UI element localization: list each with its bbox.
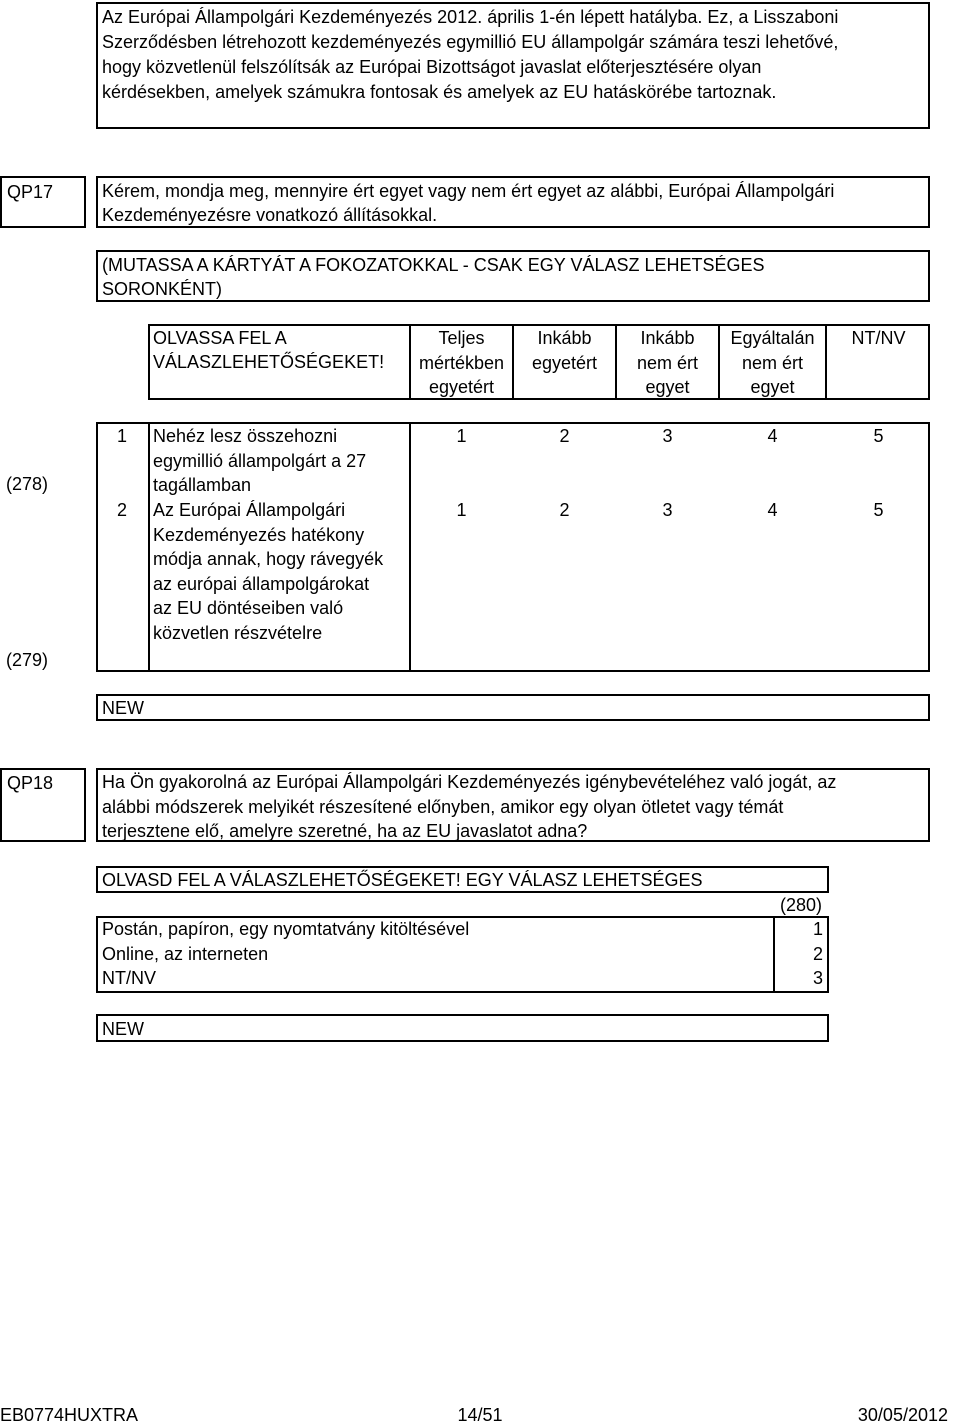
scale-header-line: egyetért [428,377,495,397]
answer-code[interactable]: 1 [456,500,467,520]
item-statement-line: Kezdeményezés hatékony [153,524,365,545]
qp17-code: QP17 [7,182,54,202]
qp18-new-label: NEW [102,1019,144,1039]
item-var-code: (279) [6,650,49,670]
qp17-question-line: Kezdeményezésre vonatkozó állításokkal. [102,205,438,225]
intro-line: hogy közvetlenül felszólítsák az Európai Bizottságot javaslat előterjesztésére olyan [102,57,762,77]
qp18-question-line: Ha Ön gyakorolná az Európai Állampolgári Kezdeményezés igénybevételéhez való jogát, az [102,772,837,792]
scale-header-line: egyetért [531,352,598,373]
answer-code[interactable]: 4 [767,500,778,520]
scale-header-totally-disagree [720,326,825,400]
qp17-question-line: Kérem, mondja meg, mennyire ért egyet vagy nem ért egyet az alábbi, Európai Állampolgári [102,181,835,201]
scale-header-line: nem ért [636,352,699,373]
item-statement-line: az EU döntéseiben való [153,598,344,618]
qp18-code: QP18 [7,773,54,793]
item-statement [153,424,366,498]
answer-code[interactable]: 3 [662,426,673,446]
scale-header-fully-agree [411,326,512,400]
item-statement-line: közvetlen részvételre [153,622,323,643]
items-divider [148,422,150,672]
scale-header-line: egyet [750,377,795,397]
answer-code[interactable]: 2 [559,500,570,520]
answer-code[interactable]: 5 [873,426,884,446]
item-var-code: (278) [6,474,49,494]
intro-line: kérdésekben, amelyek számukra fontosak és amelyek az EU hatáskörébe tartoznak. [102,82,777,102]
qp18-option-code[interactable]: 2 [812,944,823,964]
options-divider [773,916,775,993]
scale-header-line: Teljes [438,328,485,348]
qp18-option-label: Postán, papíron, egy nyomtatvány kitöltésével [102,919,470,939]
item-statement-line: Nehéz lesz összehozni [153,426,338,446]
item-statement-line: módja annak, hogy rávegyék [153,549,384,569]
qp17-read-out-line: VÁLASZLEHETŐSÉGEKET! [153,352,385,372]
item-number: 1 [117,426,128,446]
qp18-option-label: Online, az interneten [102,944,269,964]
intro-line: Szerződésben létrehozott kezdeményezés egymillió EU állampolgár számára teszi lehetővé, [102,32,839,52]
qp17-new-box [96,694,930,721]
items-divider [409,422,411,672]
scale-header-line: mértékben [418,352,505,373]
qp18-new-box [96,1014,829,1042]
qp18-option-code[interactable]: 1 [812,919,823,939]
qp17-instruction-line: SORONKÉNT) [102,279,223,299]
qp18-var-code: (280) [779,895,822,915]
qp17-read-out-line: OLVASSA FEL A [153,328,287,348]
qp17-new-label: NEW [102,698,144,718]
item-statement-line: Az Európai Állampolgári [153,500,346,520]
item-statement-line: tagállamban [153,475,252,495]
scale-header-line: egyet [645,377,690,397]
scale-header-line: nem ért [741,352,804,373]
answer-code[interactable]: 5 [873,500,884,520]
qp18-question-line: terjesztene elő, amelyre szeretné, ha az EU javaslatot adna? [102,821,588,841]
item-number: 2 [117,500,128,520]
answer-code[interactable]: 3 [662,500,673,520]
qp18-question-line: alábbi módszerek melyikét részesítené előnyben, amikor egy olyan ötletet vagy témát [102,797,784,817]
item-statement-line: egymillió állampolgárt a 27 [153,450,367,471]
footer-doc-id: EB0774HUXTRA [0,1405,139,1425]
item-statement [153,498,383,645]
qp17-instruction-line: (MUTASSA A KÁRTYÁT A FOKOZATOKKAL - CSAK EGY VÁLASZ LEHETSÉGES [102,255,765,275]
answer-code[interactable]: 4 [767,426,778,446]
scale-header-line: Inkább [640,328,695,348]
answer-code[interactable]: 1 [456,426,467,446]
item-statement-line: az európai állampolgárokat [153,573,370,594]
scale-header-tend-agree [514,326,615,375]
intro-line: Az Európai Állampolgári Kezdeményezés 2012. április 1-én lépett hatályba. Ez, a Lisszaboni [102,7,839,27]
scale-header-line: Egyáltalán [730,328,815,348]
answer-code[interactable]: 2 [559,426,570,446]
scale-header-dk [827,326,930,351]
footer-page-number: 14/51 [457,1405,503,1425]
qp18-option-label: NT/NV [102,968,156,988]
scale-header-tend-disagree [617,326,718,400]
scale-header-line: Inkább [537,328,592,348]
qp18-option-code[interactable]: 3 [812,968,823,988]
footer-date: 30/05/2012 [857,1405,948,1425]
scale-header-line: NT/NV [851,328,906,348]
qp18-instruction: OLVASD FEL A VÁLASZLEHETŐSÉGEKET! EGY VÁLASZ LEHETSÉGES [102,870,703,890]
